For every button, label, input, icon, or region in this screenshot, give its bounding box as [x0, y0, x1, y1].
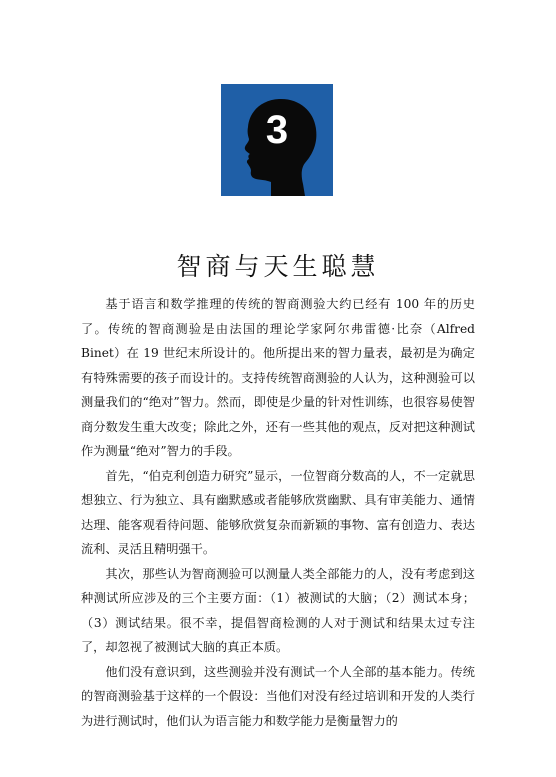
paragraph-4: 他们没有意识到，这些测验并没有测试一个人全部的基本能力。传统的智商测验基于这样的一个假设：当他们对没有经过培训和开发的人类行为进行测试时，他们认为语言能力和数学能力是衡量智力的	[81, 664, 475, 728]
chapter-body	[81, 292, 475, 733]
chapter-number: 3	[265, 108, 289, 152]
paragraph-1: 基于语言和数学推理的传统的智商测验大约已经有 100 年的历史了。传统的智商测验是由法国的理论学家阿尔弗雷德·比奈（Alfred Binet）在 19 世纪末所设计的。他所提出来的智力量表，最初是为确定有特殊需要的孩子而设计的。支持传统智商测验的人认为，这种测验可以测量我们的“绝对”智力。然而，即使是少量的针对性训练，也很容易使智商分数发生重大改变；除此之外，还有一些其他的观点，反对把这种测试作为测量“绝对”智力的手段。	[81, 297, 475, 458]
chapter-emblem	[221, 84, 333, 196]
paragraph-2: 首先，“伯克利创造力研究”显示，一位智商分数高的人，不一定就思想独立、行为独立、具有幽默感或者能够欣赏幽默、具有审美能力、通情达理、能客观看待问题、能够欣赏复杂而新颖的事物、富有创造力、表达流利、灵活且精明强干。	[81, 468, 475, 556]
paragraph-3: 其次，那些认为智商测验可以测量人类全部能力的人，没有考虑到这种测试所应涉及的三个主要方面：（1）被测试的大脑；（2）测试本身；（3）测试结果。很不幸，提倡智商检测的人对于测试和结果太过专注了，却忽视了被测试大脑的真正本质。	[81, 566, 475, 654]
chapter-title: 智商与天生聪慧	[176, 251, 380, 281]
